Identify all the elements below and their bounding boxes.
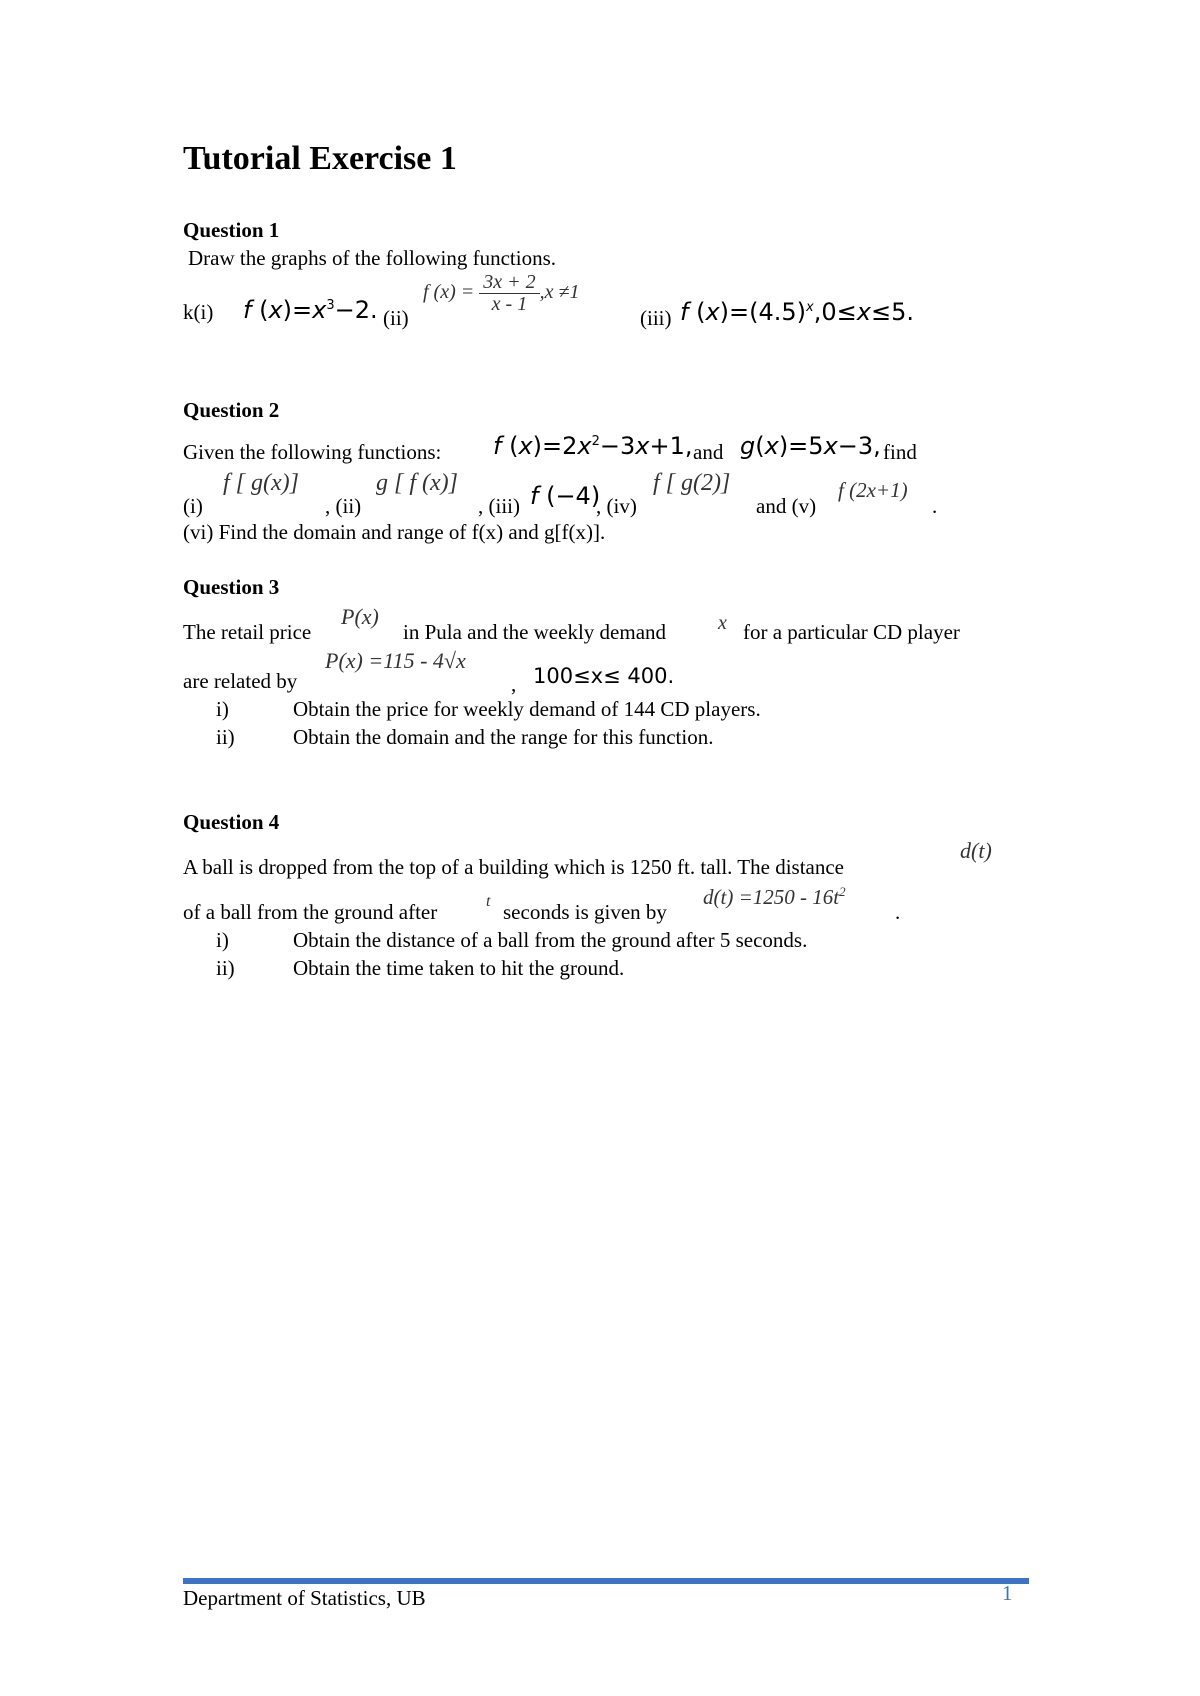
q2-expr-iii: f (−4) <box>530 482 601 510</box>
q2-label-v: and (v) <box>756 494 817 518</box>
q3-item-1-text: Obtain the price for weekly demand of 144 CD players. <box>293 697 761 721</box>
question-1-intro: Draw the graphs of the following functions. <box>188 246 557 270</box>
q4-relation: $d(t) =1250 - 16t^2$ <box>703 884 846 909</box>
q3-range: 100≤x≤ 400. <box>533 664 675 688</box>
q3-cd-player-text: for a particular CD player <box>743 620 960 644</box>
q2-end-period: . <box>932 494 938 518</box>
func-ii-left: f (x) = <box>423 281 475 304</box>
q2-expr-ii: g [ f (x)] <box>376 470 458 496</box>
q3-retail-price-text: The retail price <box>183 620 312 644</box>
question-2-line-1 <box>183 440 441 465</box>
q4-item-2-text: Obtain the time taken to hit the ground. <box>293 956 625 980</box>
q2-label-iv: , (iv) <box>596 494 637 518</box>
question-1-func-ii <box>423 272 579 315</box>
q4-after-text: of a ball from the ground after <box>183 900 438 924</box>
question-1-label-ii: (ii) <box>383 306 409 330</box>
question-1-func-i: f $(x)=x^3-2$. <box>243 296 378 324</box>
q2-label-ii: , (ii) <box>325 494 362 518</box>
q2-and-text: and <box>693 440 724 464</box>
func-ii-numerator: 3x + 2 <box>479 272 539 294</box>
question-4-heading: Question 4 <box>183 810 280 834</box>
page-title: Tutorial Exercise 1 <box>183 140 457 177</box>
q4-dt-symbol: d(t) <box>960 838 992 863</box>
q2-label-iii: , (iii) <box>478 494 520 518</box>
q2-expr-v: f (2x+1) <box>838 478 908 502</box>
question-1-func-iii: f $(x)=(4.5)^x,0\le x\le 5$. <box>680 298 914 326</box>
q2-f-definition: f $(x)=2x^2-3x+1$, <box>493 432 693 460</box>
q4-t-symbol: t <box>486 893 491 910</box>
q3-item-2-label: ii) <box>216 725 235 749</box>
q3-relation: P(x) =115 - 4√x <box>325 648 466 673</box>
q2-expr-iv: f [ g(2)] <box>653 470 731 496</box>
q2-expr-i: f [ g(x)] <box>223 470 299 496</box>
q2-find-text: find <box>883 440 917 464</box>
q3-pula-text: in Pula and the weekly demand <box>403 620 667 644</box>
question-1-heading: Question 1 <box>183 218 280 242</box>
footer-page-number: 1 <box>1002 1581 1013 1605</box>
func-ii-fraction <box>479 272 539 315</box>
q4-item-1-text: Obtain the distance of a ball from the ground after 5 seconds. <box>293 928 808 952</box>
q3-related-by-text: are related by <box>183 669 298 693</box>
q2-label-i: (i) <box>183 494 203 518</box>
question-1-label-iii: (iii) <box>640 306 672 330</box>
q3-px-symbol: P(x) <box>341 604 379 629</box>
q3-item-2-text: Obtain the domain and the range for this function. <box>293 725 714 749</box>
q4-line-1: A ball is dropped from the top of a building which is 1250 ft. tall. The distance <box>183 855 844 879</box>
q3-x-symbol: x <box>718 612 727 634</box>
func-ii-denominator: x - 1 <box>491 293 528 315</box>
q2-line-vi: (vi) Find the domain and range of f(x) and g[f(x)]. <box>183 520 606 544</box>
question-2-heading: Question 2 <box>183 398 280 422</box>
q2-given-text: Given the following functions: <box>183 440 442 464</box>
footer-department: Department of Statistics, UB <box>183 1586 426 1610</box>
q4-item-1-label: i) <box>216 928 229 952</box>
q3-comma: , <box>511 672 517 696</box>
q4-seconds-text: seconds is given by <box>503 900 667 924</box>
footer-rule <box>183 1578 1029 1584</box>
q3-item-1-label: i) <box>216 697 229 721</box>
question-3-heading: Question 3 <box>183 575 280 599</box>
q4-item-2-label: ii) <box>216 956 235 980</box>
func-ii-condition: ,x ≠1 <box>539 281 580 304</box>
question-1-label-i: k(i) <box>183 300 214 324</box>
q2-g-definition: g(x)=5x−3, <box>740 432 881 460</box>
q4-end-period: . <box>895 900 901 924</box>
